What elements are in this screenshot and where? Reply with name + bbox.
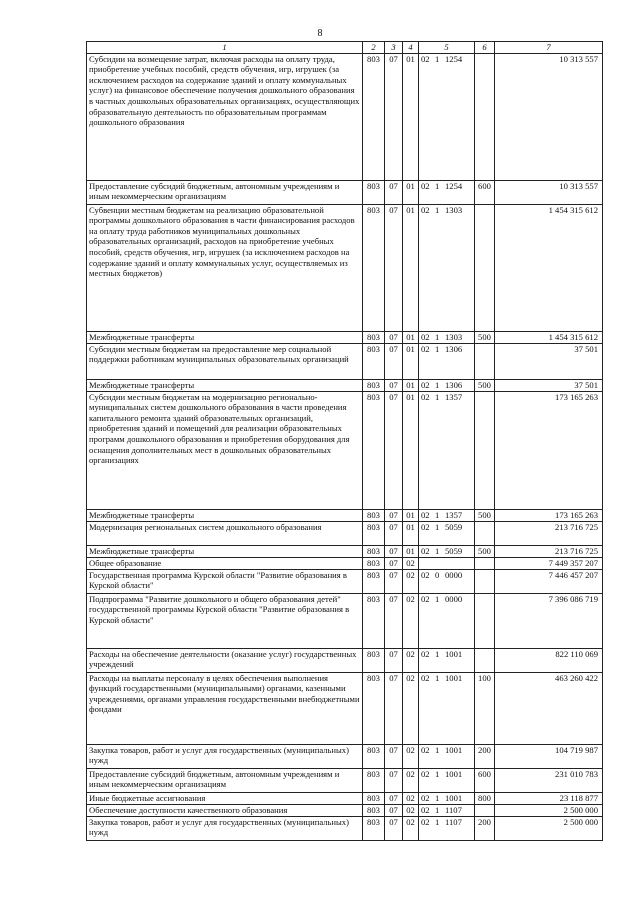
cell-col6 <box>475 204 495 331</box>
cell-col5 <box>419 569 475 593</box>
cell-col4: 02 <box>403 744 419 768</box>
cell-col2: 803 <box>363 545 385 557</box>
code-part-direction: 0000 <box>445 569 463 580</box>
code-part-sub: 1 <box>435 593 440 604</box>
code-part-direction: 1001 <box>445 744 463 755</box>
cell-col4: 01 <box>403 391 419 509</box>
cell-amount: 1 454 315 612 <box>495 204 603 331</box>
row-name: Обеспечение доступности качественного образования <box>87 804 363 816</box>
cell-col4: 02 <box>403 569 419 593</box>
code-part-sub: 1 <box>435 648 440 659</box>
code-part-sub: 1 <box>435 509 440 520</box>
cell-col6 <box>475 648 495 672</box>
cell-col2: 803 <box>363 792 385 804</box>
code-part-direction: 5059 <box>445 545 463 556</box>
code-part-sub: 1 <box>435 180 440 191</box>
table-row <box>87 521 603 545</box>
table-row <box>87 509 603 521</box>
code-part-sub: 0 <box>435 569 440 580</box>
cell-col4: 01 <box>403 331 419 343</box>
page-number: 8 <box>317 28 323 39</box>
cell-col5 <box>419 648 475 672</box>
cell-col3: 07 <box>385 816 403 840</box>
table-row <box>87 672 603 744</box>
cell-amount: 231 010 783 <box>495 768 603 792</box>
cell-col3: 07 <box>385 521 403 545</box>
code-part-sub: 1 <box>435 768 440 779</box>
cell-amount: 2 500 000 <box>495 804 603 816</box>
code-part-program: 02 <box>421 53 430 64</box>
code-part-program: 02 <box>421 768 430 779</box>
code-part-sub: 1 <box>435 792 440 803</box>
cell-col5 <box>419 816 475 840</box>
row-name: Государственная программа Курской области "Развитие образования в Курской области" <box>87 569 363 593</box>
row-name: Общее образование <box>87 557 363 569</box>
cell-col4: 02 <box>403 768 419 792</box>
cell-col3: 07 <box>385 768 403 792</box>
table-row <box>87 804 603 816</box>
code-part-sub: 1 <box>435 53 440 64</box>
cell-col6: 600 <box>475 768 495 792</box>
cell-col2: 803 <box>363 180 385 204</box>
code-part-direction: 1001 <box>445 672 463 683</box>
cell-col2: 803 <box>363 816 385 840</box>
table-row <box>87 379 603 391</box>
code-part-sub: 1 <box>435 331 440 342</box>
code-part-sub: 1 <box>435 804 440 815</box>
code-part-sub: 1 <box>435 816 440 827</box>
code-part-program: 02 <box>421 672 430 683</box>
row-name: Предоставление субсидий бюджетным, автономным учреждениям и иным некоммерческим организациям <box>87 768 363 792</box>
code-part-direction: 5059 <box>445 521 463 532</box>
code-part-program: 02 <box>421 593 430 604</box>
cell-col5 <box>419 343 475 379</box>
code-part-sub: 1 <box>435 545 440 556</box>
column-header: 1 <box>87 42 363 54</box>
cell-col2: 803 <box>363 343 385 379</box>
cell-col5 <box>419 744 475 768</box>
table-row <box>87 204 603 331</box>
code-part-direction: 1107 <box>445 816 462 827</box>
cell-col6: 500 <box>475 331 495 343</box>
code-part-sub: 1 <box>435 379 440 390</box>
cell-col2: 803 <box>363 768 385 792</box>
cell-amount: 37 501 <box>495 343 603 379</box>
cell-col4: 02 <box>403 593 419 648</box>
cell-col3: 07 <box>385 792 403 804</box>
code-part-program: 02 <box>421 379 430 390</box>
cell-col6 <box>475 391 495 509</box>
row-name: Субсидии на возмещение затрат, включая расходы на оплату труда, приобретение учебных пособий, средств обучения, игр, игрушек (за исключением расходов на содержание зданий и оплату коммунальных услуг) на финансовое обеспечение получения дошкольного образования в частных дошкольных образовательных организациях, осуществляющих образовательную деятельность по образовательным программам дошкольного образования <box>87 53 363 180</box>
code-part-program: 02 <box>421 744 430 755</box>
code-part-program: 02 <box>421 343 430 354</box>
column-header: 2 <box>363 42 385 54</box>
code-part-sub: 1 <box>435 391 440 402</box>
cell-col4: 02 <box>403 804 419 816</box>
code-part-sub: 1 <box>435 672 440 683</box>
code-part-direction: 1001 <box>445 768 463 779</box>
code-part-program: 02 <box>421 648 430 659</box>
cell-col5 <box>419 204 475 331</box>
cell-amount: 7 446 457 207 <box>495 569 603 593</box>
cell-amount: 463 260 422 <box>495 672 603 744</box>
cell-amount: 173 165 263 <box>495 391 603 509</box>
cell-col2: 803 <box>363 521 385 545</box>
cell-col3: 07 <box>385 804 403 816</box>
cell-col4: 02 <box>403 792 419 804</box>
cell-col5 <box>419 509 475 521</box>
row-name: Межбюджетные трансферты <box>87 379 363 391</box>
code-part-program: 02 <box>421 391 430 402</box>
cell-col2: 803 <box>363 672 385 744</box>
cell-col5 <box>419 672 475 744</box>
table-row <box>87 343 603 379</box>
row-name: Расходы на выплаты персоналу в целях обеспечения выполнения функций государственными (муниципальными) органами, казенными учреждениями, органами управления государственными внебюджетными фондами <box>87 672 363 744</box>
table-row <box>87 545 603 557</box>
cell-col3: 07 <box>385 648 403 672</box>
table-row <box>87 53 603 180</box>
code-part-direction: 1357 <box>445 509 463 520</box>
row-name: Межбюджетные трансферты <box>87 509 363 521</box>
cell-col5 <box>419 804 475 816</box>
cell-col4: 01 <box>403 521 419 545</box>
cell-amount: 10 313 557 <box>495 180 603 204</box>
code-part-direction: 1107 <box>445 804 462 815</box>
cell-col3: 07 <box>385 509 403 521</box>
cell-amount: 37 501 <box>495 379 603 391</box>
cell-col5 <box>419 180 475 204</box>
cell-col3: 07 <box>385 545 403 557</box>
row-name: Закупка товаров, работ и услуг для государственных (муниципальных) нужд <box>87 744 363 768</box>
code-part-sub: 1 <box>435 744 440 755</box>
table-row <box>87 557 603 569</box>
cell-col2: 803 <box>363 204 385 331</box>
cell-amount: 10 313 557 <box>495 53 603 180</box>
code-part-program: 02 <box>421 521 430 532</box>
code-part-sub: 1 <box>435 343 440 354</box>
cell-col6: 100 <box>475 672 495 744</box>
cell-col3: 07 <box>385 672 403 744</box>
code-part-program: 02 <box>421 204 430 215</box>
cell-col3: 07 <box>385 557 403 569</box>
table-row <box>87 768 603 792</box>
cell-col4: 02 <box>403 557 419 569</box>
cell-col3: 07 <box>385 593 403 648</box>
row-name: Подпрограмма "Развитие дошкольного и общего образования детей" государственной программы Курской области "Развитие образования в Курской области" <box>87 593 363 648</box>
header-row <box>87 42 603 54</box>
cell-col6 <box>475 569 495 593</box>
cell-col5 <box>419 557 475 569</box>
row-name: Субвенции местным бюджетам на реализацию образовательной программы дошкольного образования в части финансирования расходов на оплату труда работников муниципальных дошкольных образовательных организаций, расходов на приобретение учебных пособий, средств обучения, игр, игрушек (за исключением расходов на содержание зданий и оплату коммунальных услуг, осуществляемых из местных бюджетов) <box>87 204 363 331</box>
code-part-direction: 0000 <box>445 593 463 604</box>
cell-col2: 803 <box>363 648 385 672</box>
code-part-direction: 1303 <box>445 204 463 215</box>
code-part-direction: 1303 <box>445 331 463 342</box>
cell-col5 <box>419 545 475 557</box>
column-header: 6 <box>475 42 495 54</box>
table-row <box>87 391 603 509</box>
code-part-direction: 1254 <box>445 53 463 64</box>
code-part-sub: 1 <box>435 521 440 532</box>
cell-col3: 07 <box>385 204 403 331</box>
row-name: Модернизация региональных систем дошкольного образования <box>87 521 363 545</box>
cell-col5 <box>419 391 475 509</box>
cell-col2: 803 <box>363 53 385 180</box>
cell-col3: 07 <box>385 391 403 509</box>
row-name: Иные бюджетные ассигнования <box>87 792 363 804</box>
cell-amount: 2 500 000 <box>495 816 603 840</box>
cell-col6: 500 <box>475 545 495 557</box>
cell-amount: 1 454 315 612 <box>495 331 603 343</box>
cell-col4: 01 <box>403 180 419 204</box>
cell-col2: 803 <box>363 331 385 343</box>
code-part-program: 02 <box>421 509 430 520</box>
cell-col2: 803 <box>363 744 385 768</box>
cell-col5 <box>419 331 475 343</box>
cell-col5 <box>419 53 475 180</box>
cell-col6 <box>475 593 495 648</box>
cell-col6 <box>475 53 495 180</box>
cell-amount: 104 719 987 <box>495 744 603 768</box>
cell-col6 <box>475 521 495 545</box>
budget-table <box>86 41 603 841</box>
cell-col5 <box>419 593 475 648</box>
cell-col4: 02 <box>403 816 419 840</box>
cell-col2: 803 <box>363 391 385 509</box>
cell-amount: 7 449 357 207 <box>495 557 603 569</box>
code-part-program: 02 <box>421 804 430 815</box>
cell-col4: 01 <box>403 53 419 180</box>
cell-amount: 23 118 877 <box>495 792 603 804</box>
cell-amount: 173 165 263 <box>495 509 603 521</box>
cell-col2: 803 <box>363 509 385 521</box>
code-part-program: 02 <box>421 545 430 556</box>
row-name: Межбюджетные трансферты <box>87 331 363 343</box>
cell-col3: 07 <box>385 331 403 343</box>
cell-amount: 213 716 725 <box>495 545 603 557</box>
table-row <box>87 744 603 768</box>
code-part-direction: 1306 <box>445 343 463 354</box>
row-name: Расходы на обеспечение деятельности (оказание услуг) государственных учреждений <box>87 648 363 672</box>
cell-col4: 01 <box>403 545 419 557</box>
cell-amount: 7 396 086 719 <box>495 593 603 648</box>
cell-col6: 500 <box>475 379 495 391</box>
code-part-program: 02 <box>421 331 430 342</box>
row-name: Субсидии местным бюджетам на предоставление мер социальной поддержки работникам муниципальных образовательных организаций <box>87 343 363 379</box>
row-name: Межбюджетные трансферты <box>87 545 363 557</box>
cell-col6: 500 <box>475 509 495 521</box>
cell-col6 <box>475 557 495 569</box>
code-part-direction: 1254 <box>445 180 463 191</box>
cell-amount: 213 716 725 <box>495 521 603 545</box>
cell-col5 <box>419 379 475 391</box>
table-row <box>87 180 603 204</box>
cell-col6 <box>475 804 495 816</box>
table-row <box>87 816 603 840</box>
cell-col5 <box>419 521 475 545</box>
code-part-program: 02 <box>421 569 430 580</box>
cell-col6: 200 <box>475 816 495 840</box>
code-part-program: 02 <box>421 180 430 191</box>
column-header: 4 <box>403 42 419 54</box>
row-name: Субсидии местным бюджетам на модернизацию регионально-муниципальных систем дошкольного образования в части проведения капитального ремонта зданий образовательных организаций, приобретения зданий и помещений для реализации образовательных программ дошкольного образования и приобретения оборудования для оснащения дополнительных мест в дошкольных образовательных организациях <box>87 391 363 509</box>
cell-col4: 01 <box>403 343 419 379</box>
table-row <box>87 648 603 672</box>
cell-col4: 02 <box>403 648 419 672</box>
cell-col6: 800 <box>475 792 495 804</box>
cell-col2: 803 <box>363 593 385 648</box>
cell-col5 <box>419 792 475 804</box>
cell-col3: 07 <box>385 53 403 180</box>
column-header: 5 <box>419 42 475 54</box>
cell-col3: 07 <box>385 379 403 391</box>
cell-amount: 822 110 069 <box>495 648 603 672</box>
code-part-direction: 1001 <box>445 648 463 659</box>
code-part-sub: 1 <box>435 204 440 215</box>
cell-col3: 07 <box>385 343 403 379</box>
table-row <box>87 331 603 343</box>
cell-col2: 803 <box>363 557 385 569</box>
code-part-program: 02 <box>421 792 430 803</box>
cell-col2: 803 <box>363 804 385 816</box>
column-header: 3 <box>385 42 403 54</box>
table-row <box>87 593 603 648</box>
cell-col4: 01 <box>403 204 419 331</box>
cell-col2: 803 <box>363 569 385 593</box>
code-part-direction: 1306 <box>445 379 463 390</box>
row-name: Закупка товаров, работ и услуг для государственных (муниципальных) нужд <box>87 816 363 840</box>
cell-col4: 02 <box>403 672 419 744</box>
cell-col6: 600 <box>475 180 495 204</box>
cell-col4: 01 <box>403 509 419 521</box>
cell-col3: 07 <box>385 180 403 204</box>
cell-col6 <box>475 343 495 379</box>
code-part-direction: 1001 <box>445 792 463 803</box>
cell-col6: 200 <box>475 744 495 768</box>
cell-col3: 07 <box>385 569 403 593</box>
code-part-direction: 1357 <box>445 391 463 402</box>
column-header: 7 <box>495 42 603 54</box>
row-name: Предоставление субсидий бюджетным, автономным учреждениям и иным некоммерческим организациям <box>87 180 363 204</box>
table-row <box>87 792 603 804</box>
cell-col4: 01 <box>403 379 419 391</box>
cell-col2: 803 <box>363 379 385 391</box>
table-row <box>87 569 603 593</box>
code-part-program: 02 <box>421 816 430 827</box>
cell-col3: 07 <box>385 744 403 768</box>
cell-col5 <box>419 768 475 792</box>
